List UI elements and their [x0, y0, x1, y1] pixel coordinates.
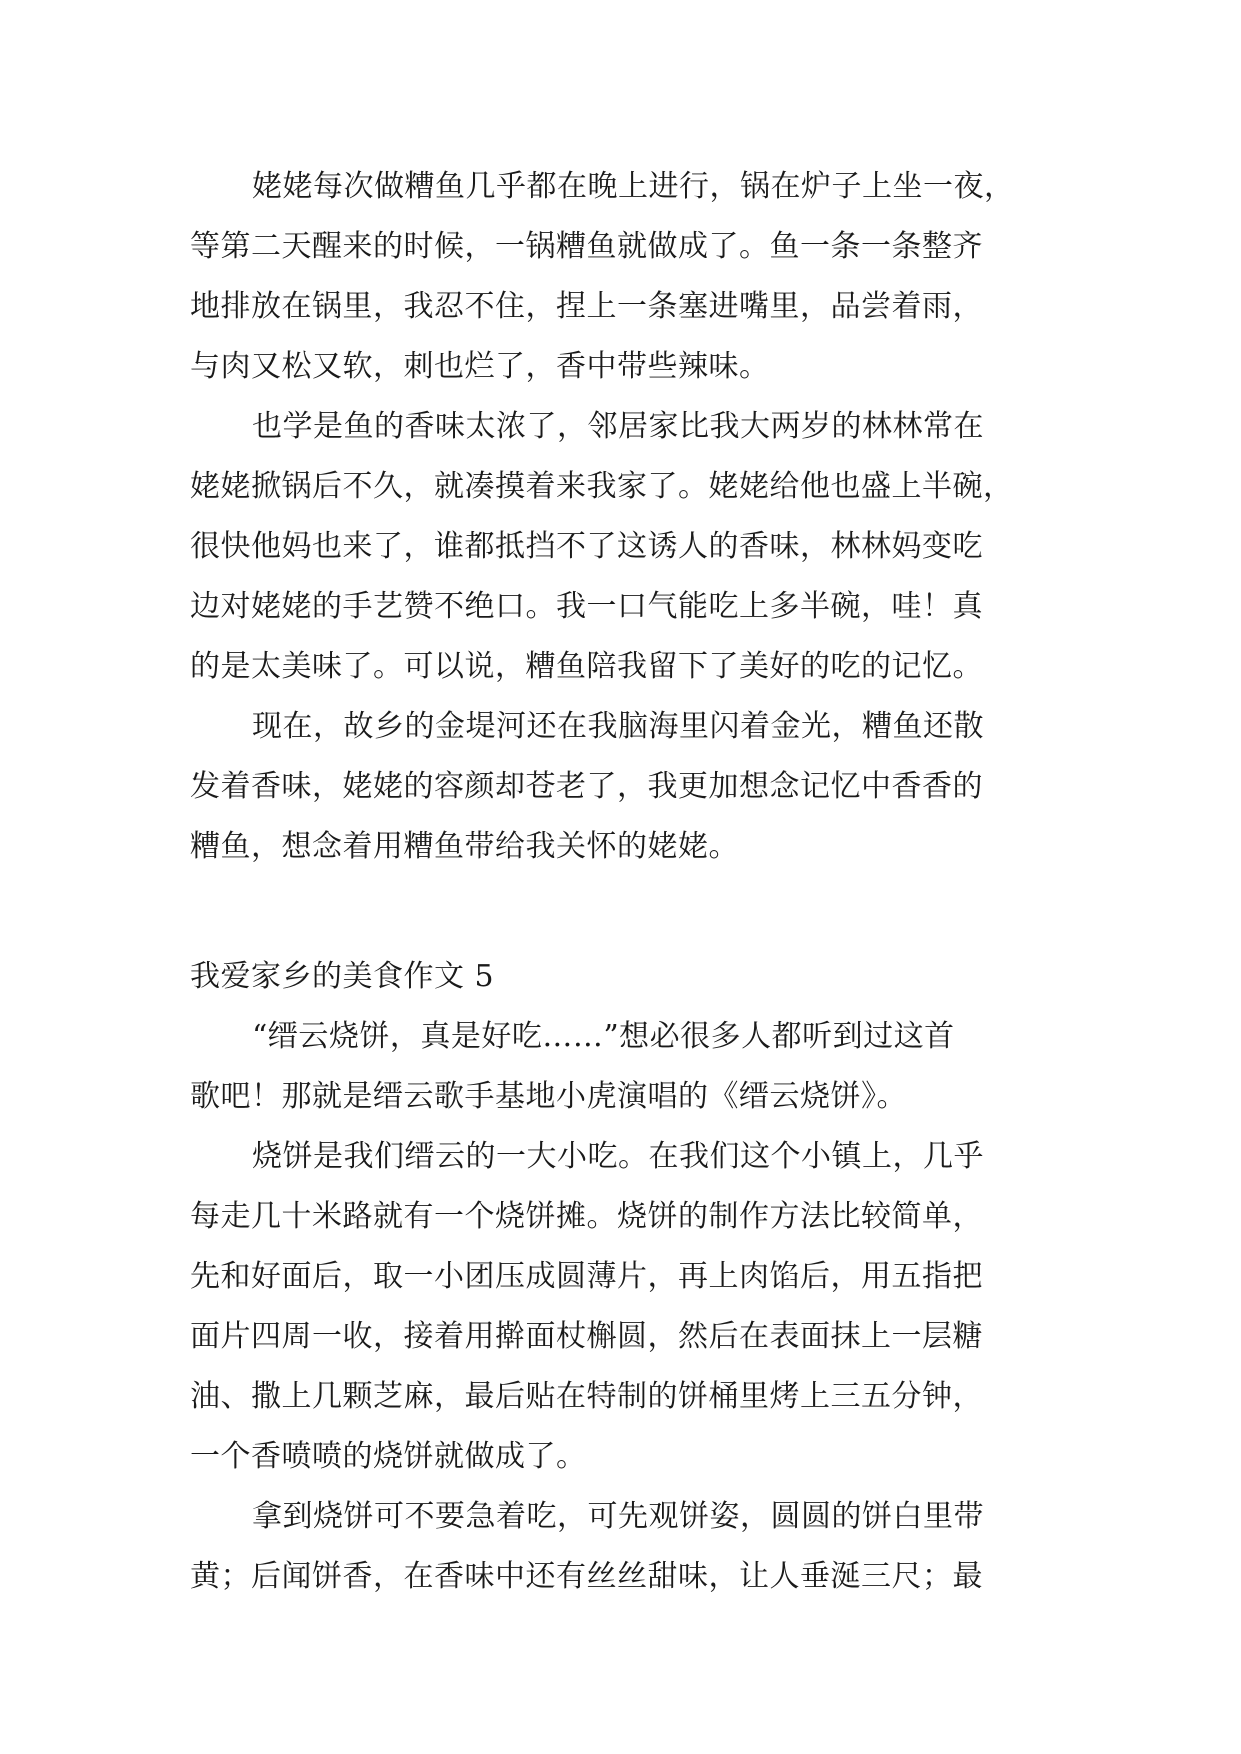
section-heading: 我爱家乡的美食作文 5	[190, 959, 495, 994]
text-line: 每走几十米路就有一个烧饼摊。烧饼的制作方法比较简单，	[190, 1199, 983, 1234]
paragraph	[190, 1007, 1070, 1127]
text-line: 歌吧！那就是缙云歌手基地小虎演唱的《缙云烧饼》。	[190, 1079, 907, 1114]
text-line: 黄；后闻饼香，在香味中还有丝丝甜味，让人垂涎三尺；最	[190, 1559, 983, 1594]
text-line: 的是太美味了。可以说，糟鱼陪我留下了美好的吃的记忆。	[190, 649, 983, 684]
text-line: 糟鱼，想念着用糟鱼带给我关怀的姥姥。	[190, 829, 739, 864]
text-line: 发着香味，姥姥的容颜却苍老了，我更加想念记忆中香香的	[190, 769, 983, 804]
text-line: 一个香喷喷的烧饼就做成了。	[190, 1439, 587, 1474]
paragraph	[190, 157, 1070, 397]
text-line: 姥姥每次做糟鱼几乎都在晚上进行，锅在炉子上坐一夜，	[252, 169, 1015, 204]
document-body	[190, 157, 1070, 1607]
text-line: 面片四周一收，接着用擀面杖槲圆，然后在表面抹上一层糖	[190, 1319, 983, 1354]
paragraph	[190, 1487, 1070, 1607]
text-line: “缙云烧饼，真是好吃……”想必很多人都听到过这首	[252, 1019, 955, 1054]
text-line: 很快他妈也来了，谁都抵挡不了这诱人的香味，林林妈变吃	[190, 529, 983, 564]
paragraph	[190, 397, 1070, 697]
text-line: 地排放在锅里，我忍不住，捏上一条塞进嘴里，品尝着雨，	[190, 289, 983, 324]
text-line: 先和好面后，取一小团压成圆薄片，再上肉馅后，用五指把	[190, 1259, 983, 1294]
text-line: 拿到烧饼可不要急着吃，可先观饼姿，圆圆的饼白里带	[252, 1499, 984, 1534]
paragraph	[190, 697, 1070, 877]
text-line: 与肉又松又软，刺也烂了，香中带些辣味。	[190, 349, 770, 384]
section-gap	[190, 877, 1070, 947]
text-line: 姥姥掀锅后不久，就凑摸着来我家了。姥姥给他也盛上半碗，	[190, 469, 1014, 504]
paragraph	[190, 1127, 1070, 1487]
text-line: 油、撒上几颗芝麻，最后贴在特制的饼桶里烤上三五分钟，	[190, 1379, 983, 1414]
text-line: 烧饼是我们缙云的一大小吃。在我们这个小镇上，几乎	[252, 1139, 984, 1174]
text-line: 边对姥姥的手艺赞不绝口。我一口气能吃上多半碗，哇！真	[190, 589, 983, 624]
text-line: 等第二天醒来的时候，一锅糟鱼就做成了。鱼一条一条整齐	[190, 229, 983, 264]
text-line: 也学是鱼的香味太浓了，邻居家比我大两岁的林林常在	[252, 409, 984, 444]
text-line: 现在，故乡的金堤河还在我脑海里闪着金光，糟鱼还散	[252, 709, 984, 744]
